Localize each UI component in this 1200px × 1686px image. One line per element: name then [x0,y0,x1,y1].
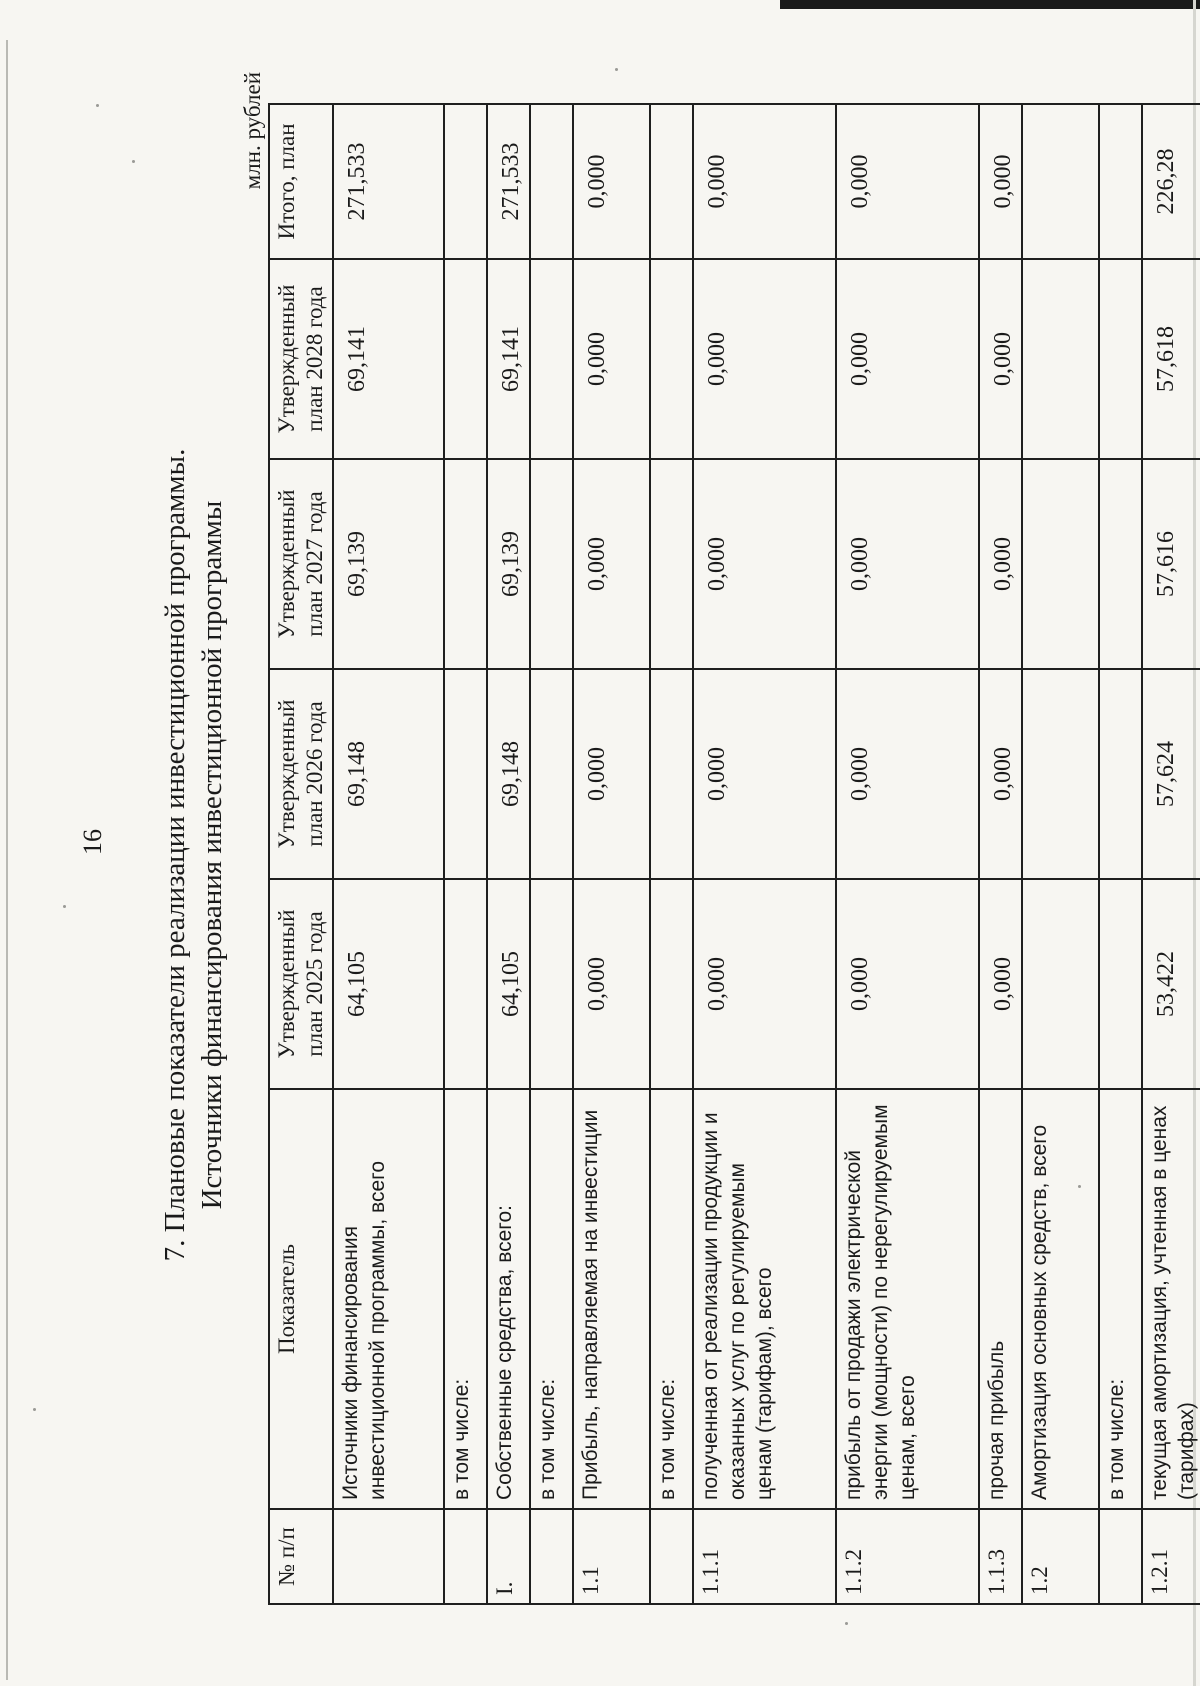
value-cell [444,879,487,1089]
value-cell: 0,000 [573,879,650,1089]
section-title: 7. Плановые показатели реализации инвестиционной программы. [159,448,191,1262]
value-cell: 0,000 [693,104,836,259]
value-cell [650,259,693,459]
value-cell [1022,459,1099,669]
row-indicator: Источники финансирования инвестиционной программы, всего [333,1089,444,1509]
column-header: Утвержденный план 2027 года [269,459,333,669]
value-cell: 0,000 [979,104,1022,259]
value-cell: 69,148 [333,669,444,879]
value-cell: 57,616 [1142,459,1200,669]
row-indicator: Собственные средства, всего: [487,1089,530,1509]
table-header-row [269,104,333,1604]
value-cell: 0,000 [693,259,836,459]
table-row [530,104,573,1604]
section-subtitle: Источники финансирования инвестиционной программы [196,500,228,1210]
row-code [650,1509,693,1604]
table-row [979,104,1022,1604]
row-code: 1.1.3 [979,1509,1022,1604]
value-cell [1099,259,1142,459]
value-cell: 69,139 [487,459,530,669]
value-cell [530,669,573,879]
value-cell [1022,104,1099,259]
table-row [836,104,979,1604]
value-cell: 271,533 [487,104,530,259]
table-row [1022,104,1099,1604]
column-header: Показатель [269,1089,333,1509]
value-cell: 0,000 [979,259,1022,459]
value-cell: 0,000 [573,669,650,879]
value-cell [530,104,573,259]
row-indicator: Прибыль, направляемая на инвестиции [573,1089,650,1509]
value-cell [650,459,693,669]
value-cell: 53,422 [1142,879,1200,1089]
row-code [444,1509,487,1604]
units-label: млн. рублей [240,72,265,190]
row-code: 1.2 [1022,1509,1099,1604]
value-cell [444,669,487,879]
value-cell [1099,669,1142,879]
value-cell: 271,533 [333,104,444,259]
table-row [650,104,693,1604]
value-cell [444,259,487,459]
value-cell: 69,139 [333,459,444,669]
value-cell: 0,000 [836,459,979,669]
row-code: 1.1.1 [693,1509,836,1604]
row-indicator: прибыль от продажи электрической энергии (мощности) по нерегулируемым ценам, всего [836,1089,979,1509]
table-row [693,104,836,1604]
value-cell [1022,669,1099,879]
value-cell: 69,141 [487,259,530,459]
value-cell [444,104,487,259]
value-cell: 0,000 [693,459,836,669]
row-code: I. [487,1509,530,1604]
value-cell: 0,000 [573,459,650,669]
value-cell: 0,000 [573,259,650,459]
row-code: 1.1 [573,1509,650,1604]
row-indicator: прочая прибыль [979,1089,1022,1509]
value-cell: 0,000 [979,669,1022,879]
row-code [1099,1509,1142,1604]
value-cell: 69,141 [333,259,444,459]
column-header: Утвержденный план 2028 года [269,259,333,459]
value-cell: 0,000 [836,104,979,259]
row-indicator: текущая амортизация, учтенная в ценах (тарифах) [1142,1089,1200,1509]
value-cell: 0,000 [693,879,836,1089]
value-cell [530,259,573,459]
value-cell: 0,000 [979,459,1022,669]
table-row [1099,104,1142,1604]
value-cell: 64,105 [333,879,444,1089]
row-indicator: в том числе: [444,1089,487,1509]
row-indicator: полученная от реализации продукции и оказанных услуг по регулируемым ценам (тарифам), всего [693,1089,836,1509]
value-cell [530,459,573,669]
table-row [487,104,530,1604]
value-cell [1099,879,1142,1089]
value-cell: 64,105 [487,879,530,1089]
table-row [333,104,444,1604]
page-number: 16 [78,829,107,855]
value-cell: 0,000 [573,104,650,259]
scan-edge-top [780,0,1200,9]
table-row [1142,104,1200,1604]
value-cell [650,669,693,879]
row-indicator: в том числе: [1099,1089,1142,1509]
row-indicator: Амортизация основных средств, всего [1022,1089,1099,1509]
value-cell: 0,000 [693,669,836,879]
value-cell: 57,624 [1142,669,1200,879]
value-cell: 69,148 [487,669,530,879]
financing-sources-table [268,103,1200,1605]
value-cell [1022,879,1099,1089]
row-indicator: в том числе: [530,1089,573,1509]
value-cell: 0,000 [836,259,979,459]
value-cell [1099,104,1142,259]
value-cell: 0,000 [979,879,1022,1089]
column-header: Утвержденный план 2026 года [269,669,333,879]
column-header: Итого, план [269,104,333,259]
value-cell: 57,618 [1142,259,1200,459]
column-header: № п/п [269,1509,333,1604]
value-cell [444,459,487,669]
value-cell [1099,459,1142,669]
column-header: Утвержденный план 2025 года [269,879,333,1089]
row-code: 1.1.2 [836,1509,979,1604]
row-code [333,1509,444,1604]
value-cell: 0,000 [836,879,979,1089]
value-cell [1022,259,1099,459]
value-cell [650,104,693,259]
row-code [530,1509,573,1604]
value-cell: 226,28 [1142,104,1200,259]
rotated-document-content [0,35,1200,1675]
table-row [444,104,487,1604]
value-cell [650,879,693,1089]
value-cell [530,879,573,1089]
value-cell: 0,000 [836,669,979,879]
row-indicator: в том числе: [650,1089,693,1509]
row-code: 1.2.1 [1142,1509,1200,1604]
table-row [573,104,650,1604]
